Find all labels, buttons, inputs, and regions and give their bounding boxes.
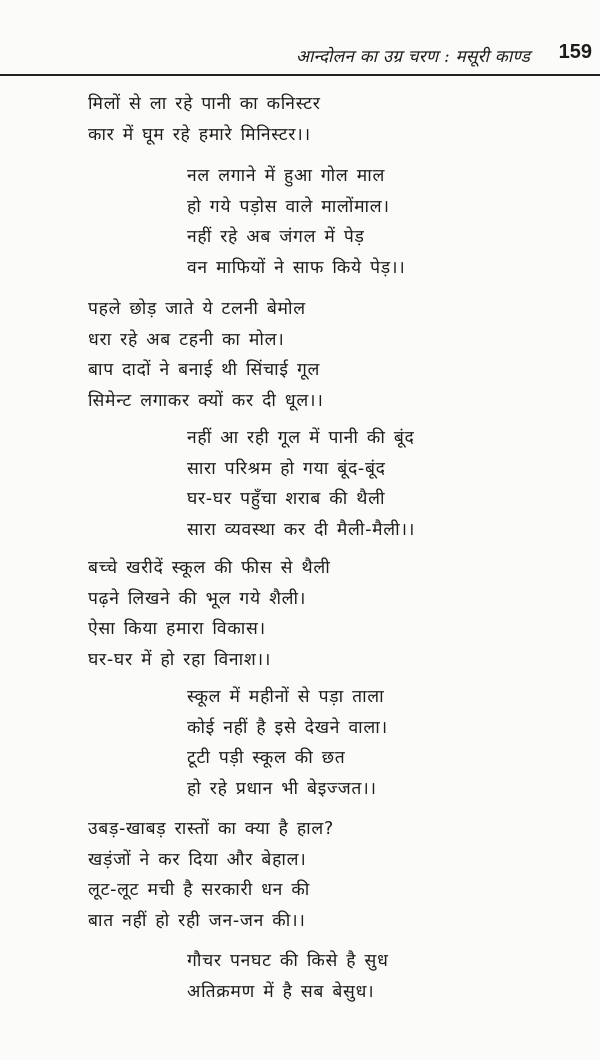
stanza-5 (88, 553, 330, 675)
stanza-2 (187, 161, 406, 283)
page-number: 159 (558, 41, 592, 63)
stanza-4 (187, 423, 415, 545)
stanza-7 (88, 814, 334, 936)
verse-line: हो गये पड़ोस वाले मालोंमाल। (187, 196, 390, 217)
verse-line: धरा रहे अब टहनी का मोल। (88, 329, 285, 350)
verse-line: घर-घर में हो रहा विनाश।। (88, 649, 272, 670)
verse-line: खड़ंजों ने कर दिया और बेहाल। (88, 849, 307, 870)
verse-line: नहीं रहे अब जंगल में पेड़ (187, 227, 365, 247)
verse-line: उबड़-खाबड़ रास्तों का क्या है हाल? (88, 819, 334, 839)
chapter-title: आन्दोलन का उग्र चरण : मसूरी काण्ड (295, 47, 530, 67)
verse-line: सारा व्यवस्था कर दी मैली-मैली।। (187, 519, 416, 540)
verse-line: लूट-लूट मची है सरकारी धन की (88, 880, 310, 900)
verse-line: सिमेन्ट लगाकर क्यों कर दी धूल।। (88, 390, 324, 411)
stanza-8 (187, 946, 389, 1007)
verse-line: बच्चे खरीदें स्कूल की फीस से थैली (88, 558, 331, 578)
verse-line: कोई नहीं है इसे देखने वाला। (187, 717, 388, 738)
verse-line: अतिक्रमण में है सब बेसुध। (187, 981, 375, 1002)
verse-line: सारा परिश्रम हो गया बूंद-बूंद (187, 458, 386, 479)
verse-line: स्कूल में महीनों से पड़ा ताला (187, 687, 385, 707)
stanza-6 (187, 682, 388, 804)
verse-line: गौचर पनघट की किसे है सुध (187, 951, 389, 971)
verse-line: बात नहीं हो रही जन-जन की।। (88, 910, 306, 931)
verse-line: ऐसा किया हमारा विकास। (88, 619, 266, 639)
verse-line: मिलों से ला रहे पानी का कनिस्टर (88, 94, 321, 114)
verse-line: वन माफियों ने साफ किये पेड़।। (187, 257, 406, 278)
verse-line: नल लगाने में हुआ गोल माल (187, 166, 386, 186)
verse-line: टूटी पड़ी स्कूल की छत (187, 748, 346, 768)
verse-line: कार में घूम रहे हमारे मिनिस्टर।। (88, 124, 311, 145)
verse-line: बाप दादों ने बनाई थी सिंचाई गूल (88, 360, 321, 380)
verse-line: घर-घर पहुँचा शराब की थैली (187, 489, 386, 509)
verse-line: नहीं आ रही गूल में पानी की बूंद (187, 428, 415, 448)
verse-line: पहले छोड़ जाते ये टलनी बेमोल (88, 299, 306, 319)
header-rule (0, 74, 600, 76)
stanza-1 (88, 89, 321, 150)
verse-line: हो रहे प्रधान भी बेइज्जत।। (187, 778, 377, 799)
running-header (0, 0, 600, 78)
stanza-3 (88, 294, 324, 416)
verse-line: पढ़ने लिखने की भूल गये शैली। (88, 588, 307, 609)
